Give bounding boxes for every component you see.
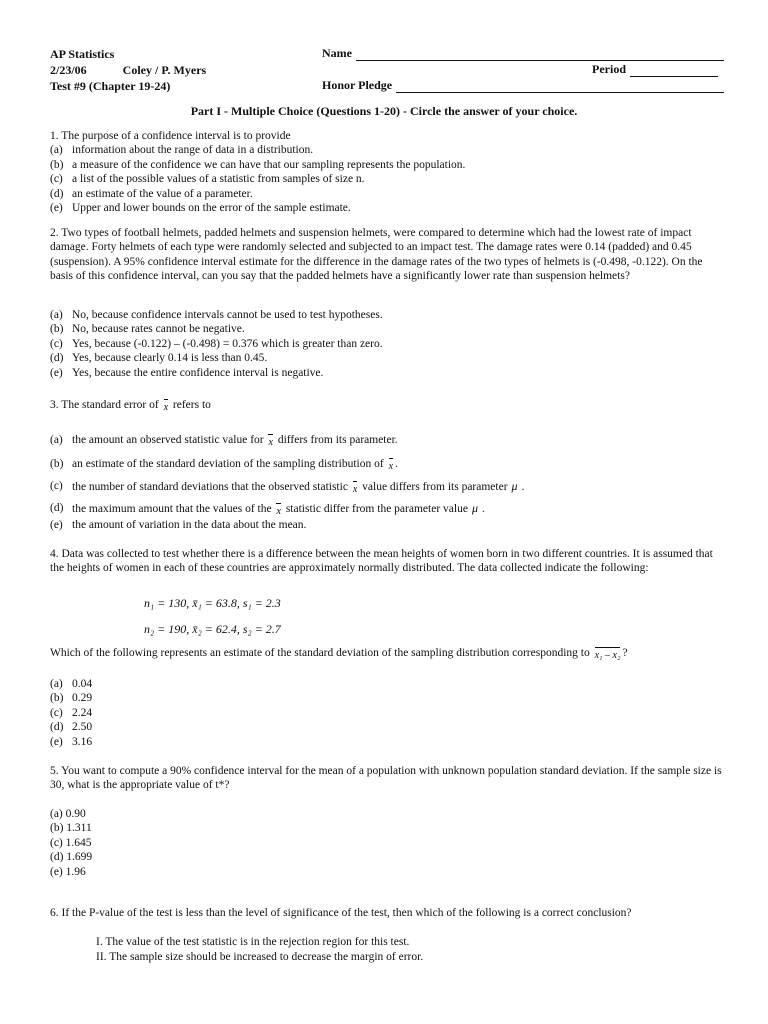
question-3-option-b[interactable]: (b) an estimate of the standard deviation of the sampling distribution of x .	[50, 457, 722, 474]
option-a[interactable]: (a) information about the range of data in a distribution.	[50, 144, 314, 157]
honor-pledge-blank[interactable]	[396, 80, 724, 93]
question-3-option-a[interactable]: (a) the amount an observed statistic value for x differs from its parameter.	[50, 433, 722, 450]
option-b[interactable]: (b) 1.311	[50, 822, 92, 835]
question-stem: 5. You want to compute a 90% confidence interval for the mean of a population with unknown population standard deviation. If the sample size is 30, what is the appropriate value of t*?	[50, 765, 722, 792]
x-bar-symbol: x	[351, 483, 359, 497]
question-4-options	[50, 677, 722, 749]
option-c[interactable]: (c) a list of the possible values of a statistic from samples of size n.	[50, 173, 365, 186]
option-c[interactable]: (c) 1.645	[50, 836, 92, 849]
option-e[interactable]: (e) Upper and lower bounds on the error of the sample estimate.	[50, 202, 351, 215]
question-stem: 1. The purpose of a confidence interval is to provide	[50, 130, 291, 142]
question-4-prompt: Which of the following represents an estimate of the standard deviation of the sampling distribution corresponding to x₁ – x₂ ?	[50, 646, 722, 663]
name-field	[322, 46, 724, 61]
sample-1-stats: n₁ = 130, x̄₁ = 63.8, s₁ = 2.3	[144, 596, 281, 610]
question-2	[50, 226, 722, 284]
honor-pledge-label: Honor Pledge	[322, 78, 393, 92]
x-bar-symbol: x	[162, 401, 170, 415]
question-1	[50, 129, 722, 215]
question-stem: 4. Data was collected to test whether there is a difference between the mean heights of women born in two different countries. It is assumed that the heights of women in each of these countries are approximately normally distributed. The data collected indicate the following:	[50, 548, 713, 575]
course-name: AP Statistics	[50, 47, 115, 61]
question-2-options	[50, 308, 722, 380]
x-bar-symbol: x	[387, 460, 395, 474]
option-d[interactable]: (d) Yes, because clearly 0.14 is less than 0.45.	[50, 352, 268, 365]
question-6	[50, 906, 722, 920]
x-bar-symbol: x	[274, 505, 282, 519]
option-d[interactable]: (d) 1.699	[50, 851, 93, 864]
option-e[interactable]: (e) 3.16	[50, 735, 93, 748]
option-c[interactable]: (c) 2.24	[50, 706, 93, 719]
question-stem: 6. If the P-value of the test is less than the level of significance of the test, then which of the following is a correct conclusion?	[50, 907, 632, 919]
name-label: Name	[322, 46, 352, 60]
option-e[interactable]: (e) 1.96	[50, 865, 86, 878]
teacher-names: Coley / P. Myers	[122, 63, 207, 77]
question-stem: 3. The standard error of x refers to	[50, 398, 722, 415]
statement-i: I. The value of the test statistic is in the rejection region for this test.	[96, 936, 410, 948]
option-a[interactable]: (a) 0.90	[50, 808, 86, 820]
period-label: Period	[592, 62, 626, 76]
option-b[interactable]: (b) No, because rates cannot be negative.	[50, 323, 245, 336]
question-stem: 2. Two types of football helmets, padded helmets and suspension helmets, were compared to determine which had the lowest rate of impact damage. Forty helmets of each type were randomly selected and subjected to an impact test. The damage rates were 0.14 (padded) and 0.45 (suspension). A 95% confidence interval estimate for the difference in the damage rates of the two types of helmets is (-0.498, -0.122). On the basis of this confidence interval, can you say that the padded helmets have a significantly lower rate than suspension helmets?	[50, 227, 703, 283]
test-date: 2/23/06	[50, 63, 87, 77]
question-5	[50, 764, 722, 793]
period-field	[592, 62, 718, 77]
period-blank[interactable]	[630, 64, 718, 77]
sample-2-stats: n₂ = 190, x̄₂ = 62.4, s₂ = 2.7	[144, 622, 281, 636]
honor-pledge-field	[322, 78, 724, 93]
question-3-option-d[interactable]: (d) the maximum amount that the values of the x statistic differ from the parameter value μ .	[50, 501, 722, 519]
part-title: Part I - Multiple Choice (Questions 1-20) - Circle the answer of your choice.	[190, 104, 578, 118]
question-3	[50, 398, 722, 415]
question-4	[50, 547, 722, 576]
name-blank[interactable]	[356, 48, 724, 61]
x-bar-difference: x₁ – x₂	[593, 649, 623, 663]
question-5-options	[50, 807, 722, 879]
option-c[interactable]: (c) Yes, because (-0.122) – (-0.498) = 0.376 which is greater than zero.	[50, 337, 383, 350]
question-3-option-e[interactable]: (e) the amount of variation in the data about the mean.	[50, 519, 307, 531]
option-e[interactable]: (e) Yes, because the entire confidence interval is negative.	[50, 366, 324, 379]
mu-symbol: μ	[511, 479, 518, 493]
question-3-option-c[interactable]: (c) the number of standard deviations that the observed statistic x value differs from its parameter μ .	[50, 479, 722, 497]
statement-ii: II. The sample size should be increased to decrease the margin of error.	[96, 951, 424, 963]
option-b[interactable]: (b) a measure of the confidence we can have that our sampling represents the population.	[50, 158, 466, 171]
mu-symbol: μ	[471, 501, 478, 515]
option-d[interactable]: (d) 2.50	[50, 721, 93, 734]
x-bar-symbol: x	[266, 436, 274, 450]
option-d[interactable]: (d) an estimate of the value of a parameter.	[50, 187, 253, 200]
option-a[interactable]: (a) 0.04	[50, 678, 93, 690]
test-title: Test #9 (Chapter 19-24)	[50, 79, 171, 93]
option-b[interactable]: (b) 0.29	[50, 692, 93, 705]
header-info	[50, 46, 206, 94]
option-a[interactable]: (a) No, because confidence intervals cannot be used to test hypotheses.	[50, 309, 383, 321]
